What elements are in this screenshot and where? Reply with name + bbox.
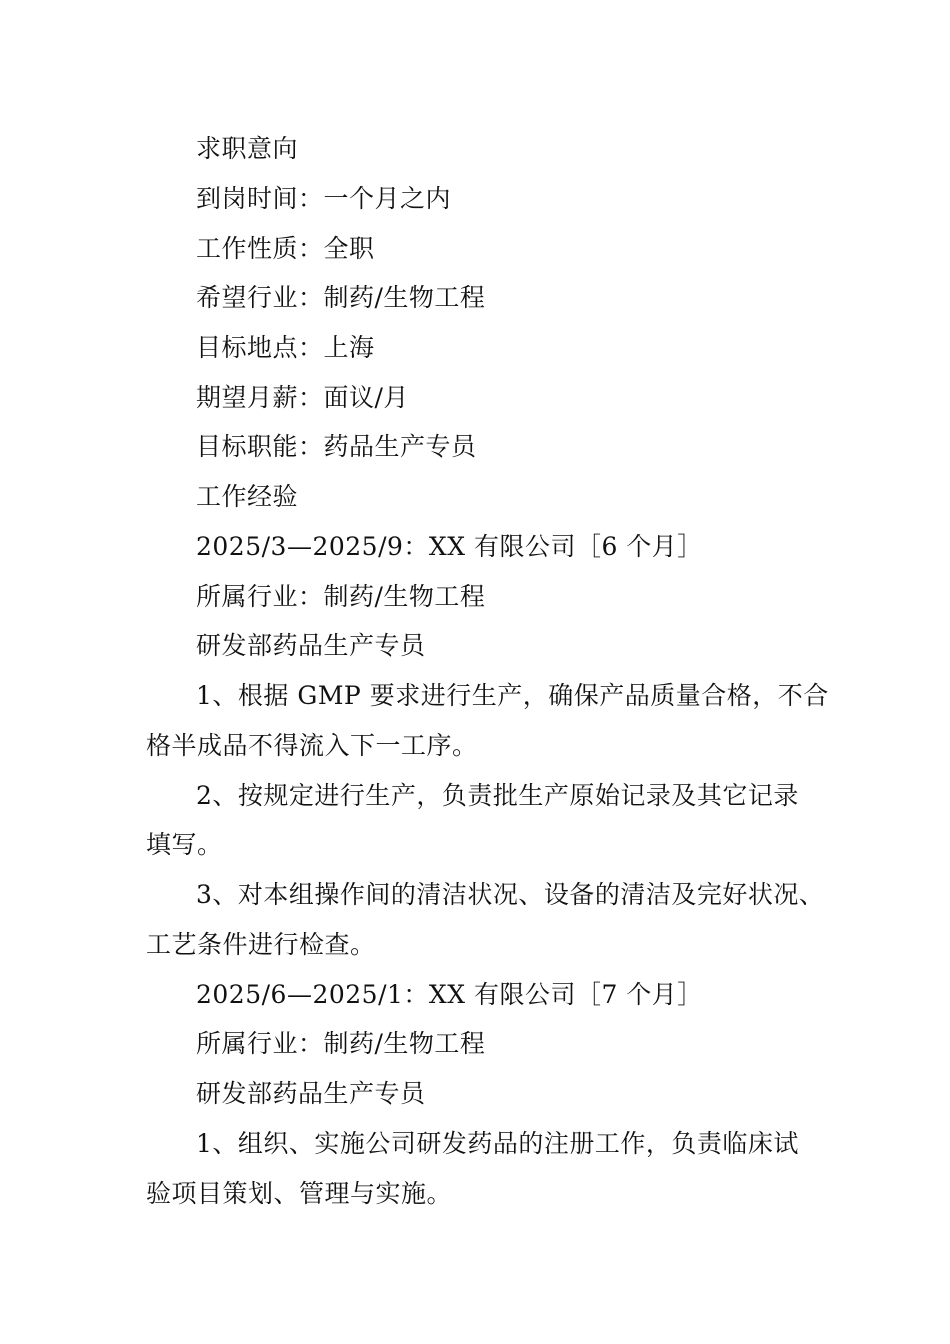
arrival-time: 到岗时间：一个月之内 bbox=[196, 184, 452, 213]
duty-line: 2、按规定进行生产，负责批生产原始记录及其它记录 bbox=[196, 781, 799, 810]
section-heading-job-intent: 求职意向 bbox=[196, 134, 299, 163]
job-position: 研发部药品生产专员 bbox=[196, 1079, 426, 1108]
duty-line-continued: 格半成品不得流入下一工序。 bbox=[146, 731, 478, 760]
job-nature: 工作性质：全职 bbox=[196, 234, 375, 263]
job-period: 2025/3—2025/9：XX 有限公司［6 个月］ bbox=[196, 532, 703, 561]
desired-industry: 希望行业：制药/生物工程 bbox=[196, 283, 486, 312]
duty-line-continued: 工艺条件进行检查。 bbox=[146, 930, 376, 959]
duty-line: 1、根据 GMP 要求进行生产，确保产品质量合格，不合 bbox=[196, 681, 829, 710]
job-position: 研发部药品生产专员 bbox=[196, 631, 426, 660]
job-period: 2025/6—2025/1：XX 有限公司［7 个月］ bbox=[196, 980, 703, 1009]
expected-salary: 期望月薪：面议/月 bbox=[196, 383, 409, 412]
duty-line-continued: 填写。 bbox=[146, 830, 223, 859]
duty-line: 3、对本组操作间的清洁状况、设备的清洁及完好状况、 bbox=[196, 880, 825, 909]
job-industry: 所属行业：制药/生物工程 bbox=[196, 582, 486, 611]
target-location: 目标地点：上海 bbox=[196, 333, 375, 362]
duty-line-continued: 验项目策划、管理与实施。 bbox=[146, 1179, 453, 1208]
target-function: 目标职能：药品生产专员 bbox=[196, 432, 477, 461]
job-industry: 所属行业：制药/生物工程 bbox=[196, 1029, 486, 1058]
section-heading-experience: 工作经验 bbox=[196, 482, 299, 511]
duty-line: 1、组织、实施公司研发药品的注册工作，负责临床试 bbox=[196, 1129, 799, 1158]
